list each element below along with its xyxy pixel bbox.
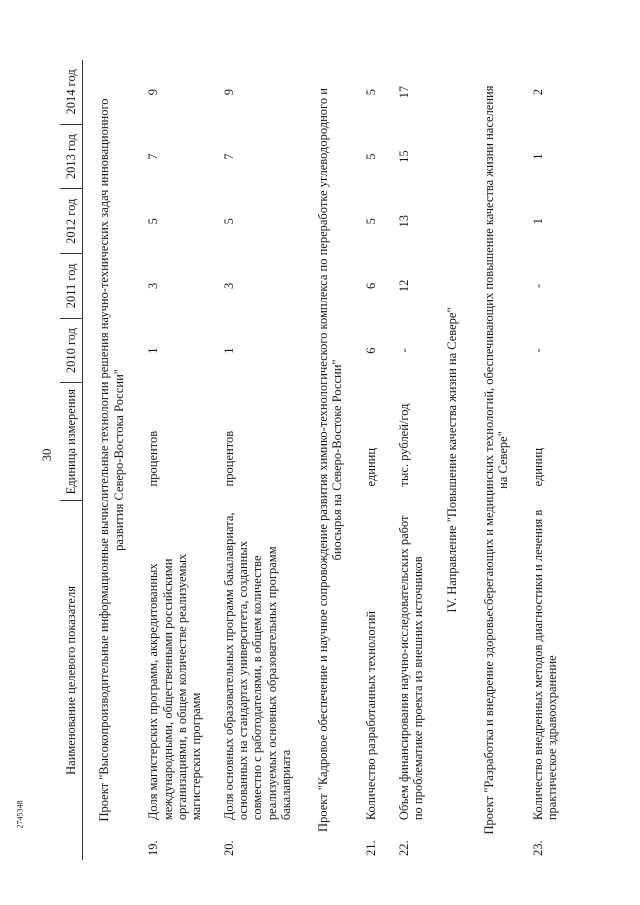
- table-row: [354, 60, 386, 860]
- value-cell: -: [396, 348, 411, 353]
- value-cell: 5: [146, 218, 161, 225]
- header-year-2012: 2012 год: [60, 189, 83, 254]
- project-title: Проект "Высокопроизводительные информационные вычислительные технологии решения научно-технических задач инновационного развития Северо-Востока России": [97, 98, 126, 822]
- project-title: Проект "Разработка и внедрение здоровьесберегающих и медицинских технологий, обеспечивающих повышение качества жизни населения на Севере": [481, 85, 511, 835]
- indicator-unit: процентов: [221, 430, 236, 487]
- table-row: [136, 60, 212, 860]
- value-cell: 12: [396, 279, 411, 293]
- page-number: 30: [39, 448, 54, 462]
- value-cell: 6: [364, 282, 379, 290]
- value-cell: 2: [530, 88, 545, 96]
- value-cell: 5: [364, 88, 379, 96]
- project-title: Проект "Кадровое обеспечение и научное сопровождение развития химико-технологического комплекса по переработке углеводородного и биосырья на Северо-Востоке России": [315, 88, 344, 832]
- row-number: 19.: [146, 840, 161, 856]
- header-year-2011: 2011 год: [60, 254, 83, 319]
- value-cell: 7: [221, 153, 236, 160]
- row-number: 22.: [396, 840, 411, 856]
- indicator-unit: процентов: [146, 430, 161, 487]
- table-row: [387, 60, 434, 860]
- indicator-name: Количество разработанных технологий: [364, 610, 379, 821]
- direction-heading-row: [433, 60, 467, 860]
- table-row: [521, 60, 568, 860]
- table-row: [212, 60, 302, 860]
- project-heading-row: [302, 60, 355, 860]
- value-cell: 7: [146, 153, 161, 160]
- indicator-name: Доля магистерских программ, аккредитованных международными, общественными российскими организациями, в общем количестве реализуемых магистерских программ: [146, 553, 204, 821]
- value-cell: 3: [146, 282, 161, 290]
- value-cell: 3: [221, 282, 236, 290]
- indicator-name: Доля основных образовательных программ бакалавриата, основанных на стандартах университета, созданных совместно с работодателями, в общем количестве реализуемых основных образовательных программ бакалавриата: [221, 512, 294, 821]
- document-id: 2745348: [15, 800, 25, 829]
- value-cell: 1: [221, 347, 236, 354]
- row-number: 21.: [364, 840, 379, 856]
- value-cell: 5: [364, 218, 379, 225]
- value-cell: 13: [396, 214, 411, 228]
- project-heading-row: [468, 60, 521, 860]
- value-cell: 9: [146, 88, 161, 96]
- indicator-name: Объем финансирования научно-исследовательских работ по проблематике проекта из внешних источников: [396, 515, 425, 821]
- value-cell: 1: [146, 347, 161, 354]
- value-cell: 5: [364, 153, 379, 160]
- value-cell: -: [530, 348, 545, 353]
- header-unit: Единица измерения: [60, 383, 83, 501]
- row-number: 23.: [530, 840, 545, 856]
- project-heading-row: [83, 60, 136, 860]
- value-cell: 17: [396, 85, 411, 99]
- indicator-unit: тыс. рублей/год: [396, 403, 411, 487]
- value-cell: 5: [221, 218, 236, 225]
- value-cell: -: [530, 283, 545, 288]
- direction-title: IV. Направление "Повышение качества жизни на Севере": [445, 307, 460, 613]
- indicator-name: Количество внедренных методов диагностики и лечения в практическое здравоохранение: [530, 509, 559, 821]
- header-year-2013: 2013 год: [60, 124, 83, 189]
- value-cell: 1: [530, 153, 545, 160]
- table-header-row: [60, 60, 83, 860]
- value-cell: 6: [364, 347, 379, 354]
- header-year-2010: 2010 год: [60, 318, 83, 383]
- target-indicators-table: [60, 60, 567, 860]
- value-cell: 1: [530, 218, 545, 225]
- indicator-unit: единиц: [364, 447, 379, 487]
- header-year-2014: 2014 год: [60, 60, 83, 124]
- rotated-page-content: [60, 60, 600, 860]
- table-body: [83, 60, 567, 860]
- row-number: 20.: [221, 840, 236, 856]
- value-cell: 9: [221, 88, 236, 96]
- header-indicator-name: Наименование целевого показателя: [60, 500, 83, 860]
- value-cell: 15: [396, 150, 411, 163]
- indicator-unit: единиц: [530, 447, 545, 487]
